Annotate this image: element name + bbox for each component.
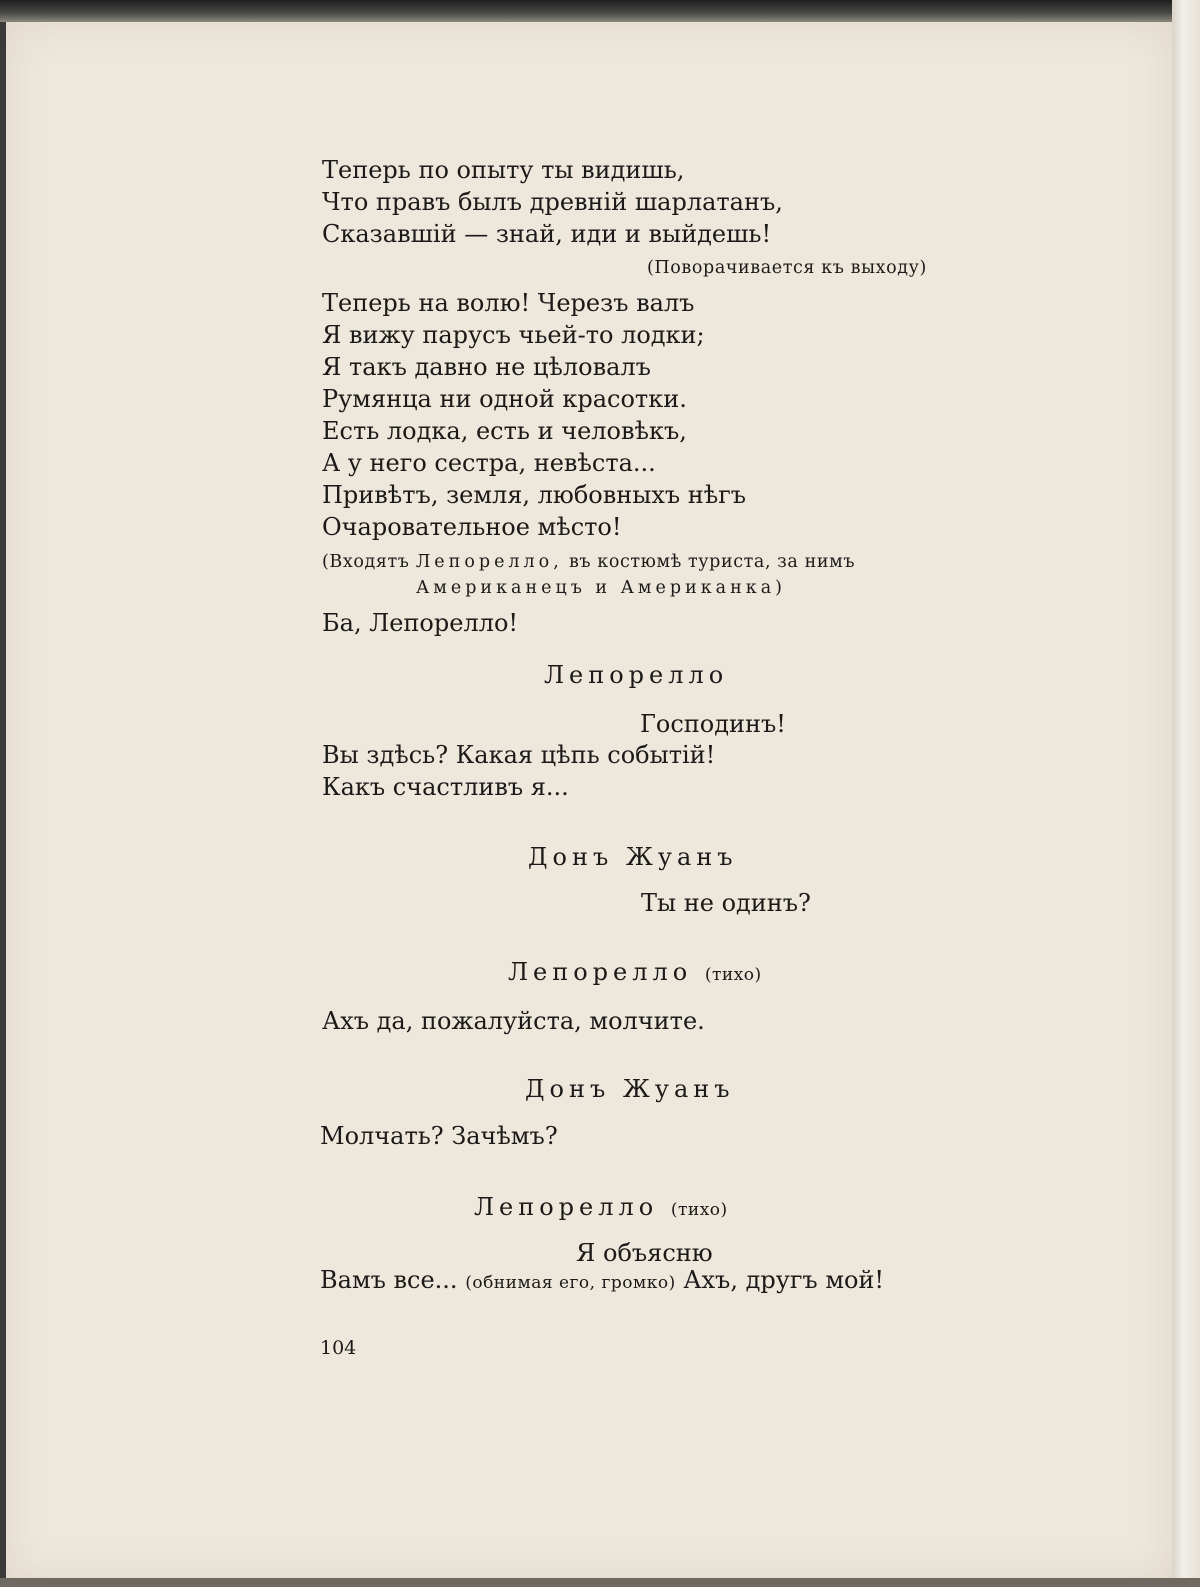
- verse-line: Очаровательное мѣсто!: [322, 513, 622, 541]
- speaker-name: Лепорелло: [508, 958, 693, 986]
- verse-line: А у него сестра, невѣста...: [322, 449, 656, 477]
- stage-direction-name: Лепорелло,: [415, 552, 563, 572]
- stage-direction: (Поворачивается къ выходу): [647, 258, 927, 278]
- verse-fragment: Вамъ все...: [320, 1266, 458, 1294]
- verse-line: Теперь на волю! Черезъ валъ: [322, 289, 695, 317]
- verse-line: Теперь по опыту ты видишь,: [322, 156, 685, 184]
- scan-bottom-edge: [0, 1578, 1200, 1587]
- speaker-name: Донъ Жуанъ: [528, 843, 738, 871]
- verse-line: Ахъ да, пожалуйста, молчите.: [322, 1007, 705, 1035]
- stage-direction-cont: Американецъ и Американка): [416, 578, 786, 598]
- verse-line-with-direction: [320, 1266, 884, 1294]
- speaker-name: Донъ Жуанъ: [525, 1075, 735, 1103]
- verse-fragment: Ахъ, другъ мой!: [683, 1266, 885, 1294]
- stage-direction-open: (Входятъ: [322, 552, 410, 572]
- verse-line: Какъ счастливъ я...: [322, 773, 569, 801]
- speaker-direction: (тихо): [704, 965, 762, 985]
- speaker-name: Лепорелло: [474, 1193, 659, 1221]
- speaker-with-direction: [508, 958, 762, 986]
- speaker-direction: (тихо): [670, 1200, 728, 1220]
- scan-right-edge: [1172, 0, 1200, 1587]
- verse-line: Привѣтъ, земля, любовныхъ нѣгъ: [322, 481, 747, 509]
- verse-line: Господинъ!: [640, 710, 786, 738]
- verse-line: Я такъ давно не цѣловалъ: [322, 353, 651, 381]
- verse-line: Ба, Лепорелло!: [322, 609, 519, 637]
- verse-line: Я вижу парусъ чьей-то лодки;: [322, 321, 705, 349]
- verse-line: Вы здѣсь? Какая цѣпь событій!: [322, 741, 716, 769]
- scan-top-edge: [0, 0, 1172, 22]
- stage-direction-rest: въ костюмѣ туриста, за нимъ: [568, 552, 856, 572]
- speaker-name: Лепорелло: [544, 661, 729, 689]
- verse-line: Румянца ни одной красотки.: [322, 385, 687, 413]
- inline-direction: (обнимая его, громко): [465, 1273, 676, 1293]
- verse-line: Сказавшій — знай, иди и выйдешь!: [322, 220, 772, 248]
- book-page: [6, 22, 1172, 1582]
- verse-line: Что правъ былъ древній шарлатанъ,: [322, 188, 783, 216]
- verse-line: Ты не одинъ?: [641, 889, 811, 917]
- verse-line: Я объясню: [576, 1239, 713, 1267]
- stage-direction: [322, 552, 855, 572]
- verse-line: Молчать? Зачѣмъ?: [320, 1122, 558, 1150]
- page-number: 104: [320, 1337, 357, 1359]
- verse-line: Есть лодка, есть и человѣкъ,: [322, 417, 687, 445]
- speaker-with-direction: [474, 1193, 728, 1221]
